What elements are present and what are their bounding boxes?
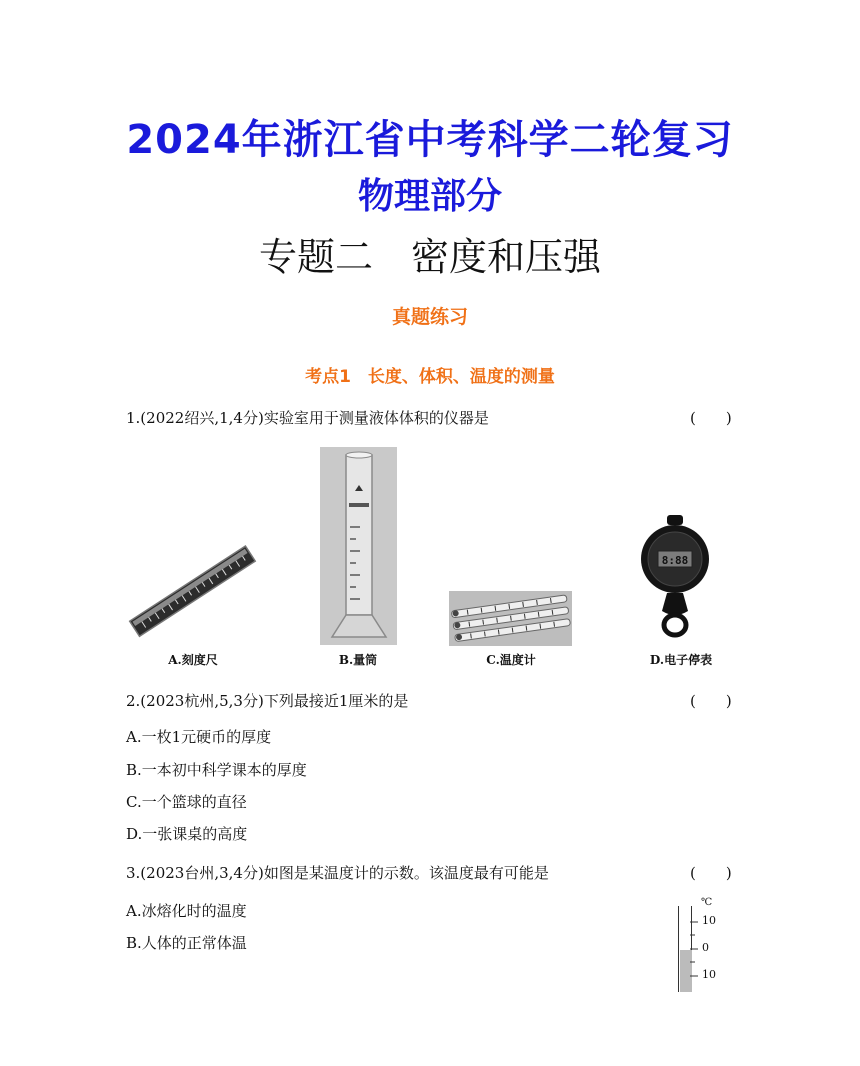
question-2-option-c: C.一个篮球的直径 bbox=[126, 793, 247, 811]
question-1-answer-blank: ( ) bbox=[690, 409, 732, 427]
thermometer-tick-label-zero: 0 bbox=[702, 941, 709, 954]
question-2-option-a: A.一枚1元硬币的厚度 bbox=[126, 728, 272, 746]
measuring-cylinder-photo bbox=[320, 447, 397, 645]
document-subtitle: 物理部分 bbox=[357, 176, 502, 217]
thermometer-photo bbox=[449, 591, 572, 646]
thermometer-tick-label-bottom: 10 bbox=[702, 968, 716, 981]
image-caption-d: D.电子停表 bbox=[649, 653, 713, 667]
question-2-answer-blank: ( ) bbox=[690, 692, 732, 710]
question-1-stem: 1.(2022绍兴,1,4分)实验室用于测量液体体积的仪器是 bbox=[126, 409, 489, 427]
image-caption-b: B.量筒 bbox=[338, 653, 378, 667]
thermometer-unit: ℃ bbox=[701, 897, 713, 908]
question-3-option-b: B.人体的正常体温 bbox=[126, 934, 247, 952]
question-2-option-b: B.一本初中科学课本的厚度 bbox=[126, 761, 307, 779]
topic-title: 专题二 密度和压强 bbox=[258, 235, 601, 279]
image-caption-a: A.刻度尺 bbox=[168, 653, 218, 667]
question-3-answer-blank: ( ) bbox=[690, 864, 732, 882]
stopwatch-icon bbox=[640, 515, 710, 641]
question-3-option-a: A.冰熔化时的温度 bbox=[126, 902, 247, 920]
section-heading: 真题练习 bbox=[391, 306, 468, 328]
thermometer-scale-ticks bbox=[690, 906, 700, 992]
thermometer-tick-label-top: 10 bbox=[702, 914, 716, 927]
document-title: 2024年浙江省中考科学二轮复习 bbox=[126, 117, 734, 163]
thermometer-figure bbox=[676, 897, 736, 992]
thermometer-icon bbox=[449, 591, 572, 646]
ruler-icon bbox=[128, 536, 258, 648]
measuring-cylinder-icon bbox=[320, 447, 397, 645]
image-caption-c: C.温度计 bbox=[486, 653, 536, 667]
question-2-option-d: D.一张课桌的高度 bbox=[126, 825, 248, 843]
question-2-stem: 2.(2023杭州,5,3分)下列最接近1厘米的是 bbox=[126, 692, 409, 710]
svg-text:8:88: 8:88 bbox=[661, 554, 689, 567]
question-3-stem: 3.(2023台州,3,4分)如图是某温度计的示数。该温度最有可能是 bbox=[126, 864, 549, 882]
kaodian-heading: 考点1 长度、体积、温度的测量 bbox=[305, 367, 555, 387]
